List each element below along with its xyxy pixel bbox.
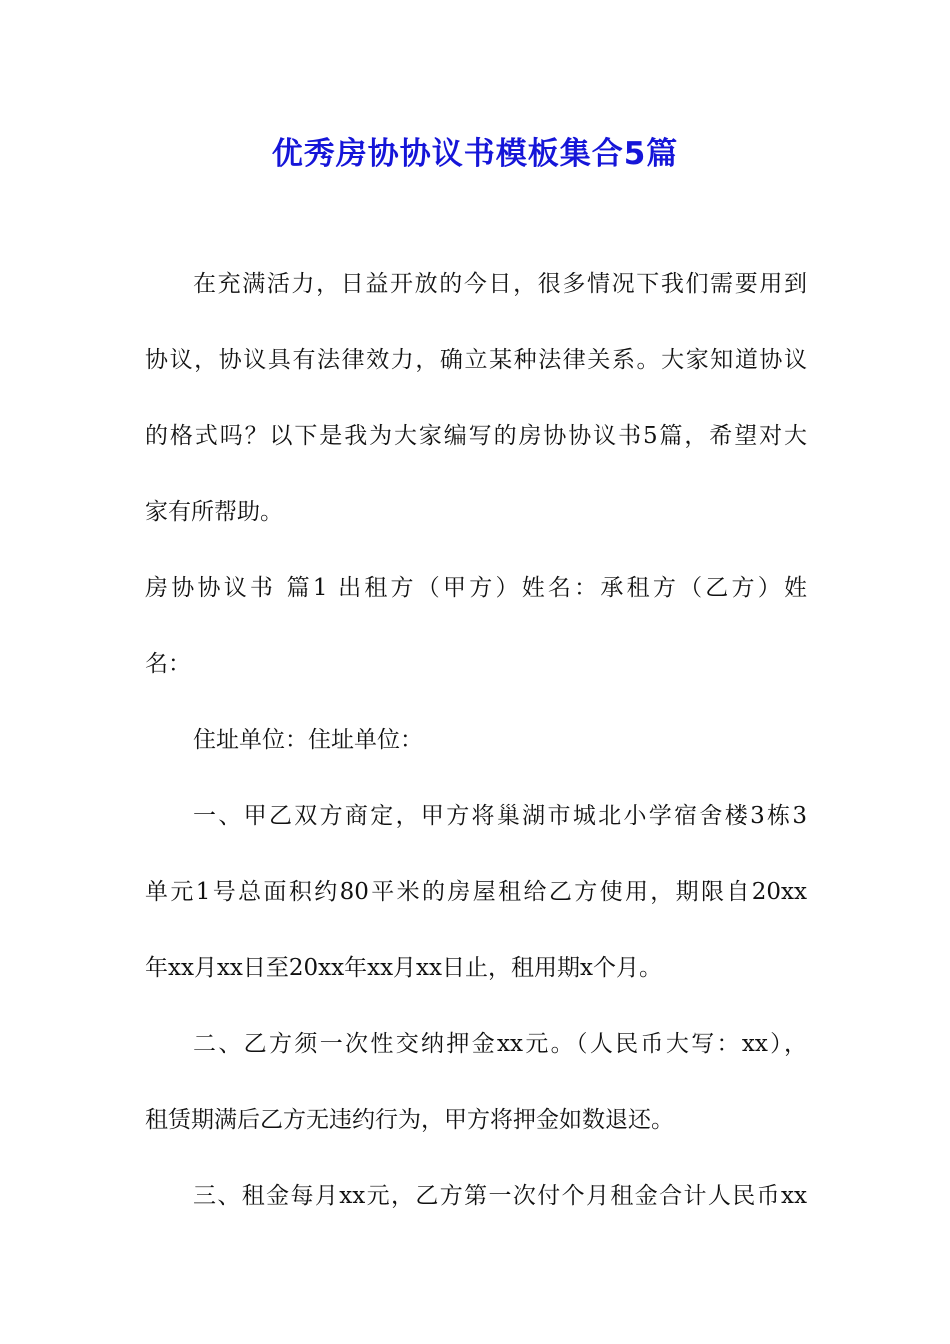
body-line: 协议，协议具有法律效力，确立某种法律关系。大家知道协议 xyxy=(145,347,807,373)
document-body xyxy=(145,262,807,1250)
body-line: 的格式吗？以下是我为大家编写的房协协议书5篇，希望对大 xyxy=(145,423,807,449)
body-line: 租赁期满后乙方无违约行为，甲方将押金如数退还。 xyxy=(145,1107,674,1133)
document-title: 优秀房协协议书模板集合5篇 xyxy=(271,136,679,172)
body-line: 在充满活力，日益开放的今日，很多情况下我们需要用到 xyxy=(193,271,807,297)
body-line: 三、租金每月xx元，乙方第一次付个月租金合计人民币xx xyxy=(193,1183,807,1209)
body-line: 名： xyxy=(145,651,191,677)
body-line: 二、乙方须一次性交纳押金xx元。（人民币大写：xx）， xyxy=(193,1031,807,1057)
body-line: 一、甲乙双方商定，甲方将巢湖市城北小学宿舍楼3栋3 xyxy=(193,803,807,829)
body-line: 年xx月xx日至20xx年xx月xx日止，租用期x个月。 xyxy=(145,955,662,981)
body-line: 单元1号总面积约80平米的房屋租给乙方使用，期限自20xx xyxy=(145,879,807,905)
body-line: 房协协议书 篇1 出租方（甲方）姓名：承租方（乙方）姓 xyxy=(145,575,807,601)
body-line: 住址单位：住址单位： xyxy=(193,727,423,753)
body-line: 家有所帮助。 xyxy=(145,499,283,525)
